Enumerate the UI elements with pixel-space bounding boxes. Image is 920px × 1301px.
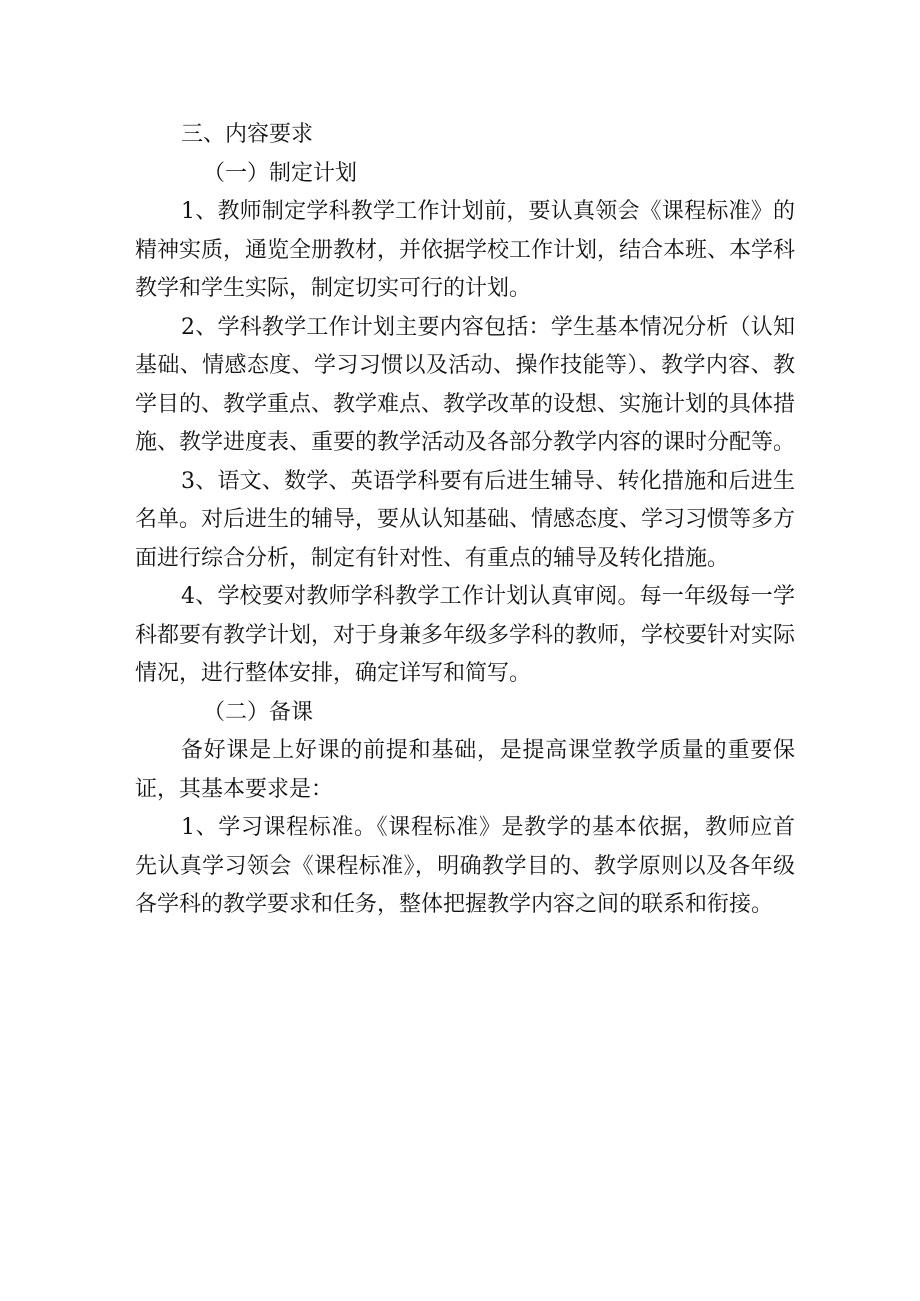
- document-body: [135, 116, 795, 925]
- paragraph-2: 2、学科教学工作计划主要内容包括：学生基本情况分析（认知基础、情感态度、学习习惯以及活动、操作技能等）、教学内容、教学目的、教学重点、教学难点、教学改革的设想、实施计划的具体措施、教学进度表、重要的教学活动及各部分教学内容的课时分配等。: [135, 314, 796, 455]
- subsection-heading-plan: （一）制定计划: [203, 160, 358, 186]
- paragraph-4: 4、学校要对教师学科教学工作计划认真审阅。每一年级每一学科都要有教学计划，对于身兼多年级多学科的教师，学校要针对实际情况，进行整体安排，确定详写和简写。: [135, 584, 796, 686]
- section-heading: 三、内容要求: [181, 122, 314, 147]
- paragraph-1: 1、教师制定学科教学工作计划前，要认真领会《课程标准》的精神实质，通览全册教材，并依据学校工作计划，结合本班、本学科教学和学生实际，制定切实可行的计划。: [135, 199, 796, 301]
- paragraph-6: 1、学习课程标准。《课程标准》是教学的基本依据，教师应首先认真学习领会《课程标准》，明确教学目的、教学原则以及各年级各学科的教学要求和任务，整体把握教学内容之间的联系和衔接。: [135, 815, 795, 917]
- subsection-heading-lesson-prep: （二）备课: [203, 699, 314, 725]
- paragraph-5: 备好课是上好课的前提和基础，是提高课堂教学质量的重要保证，其基本要求是：: [135, 738, 795, 802]
- paragraph-3: 3、语文、数学、英语学科要有后进生辅导、转化措施和后进生名单。对后进生的辅导，要从认知基础、情感态度、学习习惯等多方面进行综合分析，制定有针对性、有重点的辅导及转化措施。: [135, 468, 796, 571]
